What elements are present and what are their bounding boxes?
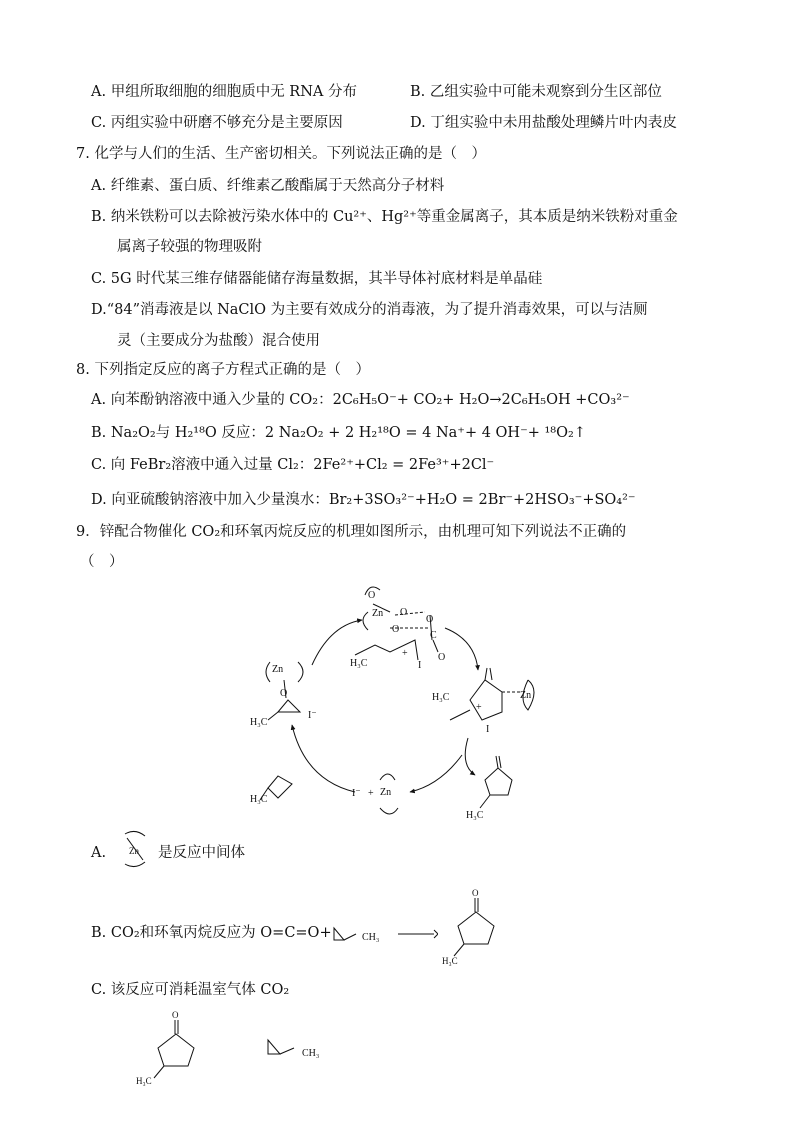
fig-h3c2: H₃C [250, 717, 268, 728]
fig-o3: O [392, 624, 400, 635]
fig-zn1: Zn [372, 608, 384, 619]
reaction-arrow-icon [398, 928, 438, 940]
option-8b: B. Na₂O₂与 H₂¹⁸O 反应：2 Na₂O₂ + 2 H₂¹⁸O = 4 Na⁺+ 4 OH⁻+ ¹⁸O₂↑ [91, 425, 586, 441]
question-9-bracket: （ ） [80, 554, 124, 570]
fig-h3c4: H₃C [250, 794, 268, 805]
cyclic-carbonate-c-icon [130, 1008, 210, 1088]
epoxide-c-icon [262, 1030, 342, 1070]
fig-o5: O [438, 652, 446, 663]
question-7: 7. 化学与人们的生活、生产密切相关。下列说法正确的是（ ） [76, 146, 486, 162]
fig-zn3: Zn [520, 690, 532, 701]
fig-zn2: Zn [272, 664, 284, 675]
fig-ch3-c: CH₃ [302, 1048, 320, 1059]
fig-plus1: + [402, 648, 408, 659]
fig-plus3: + [368, 788, 374, 799]
option-6c: C. 丙组实验中研磨不够充分是主要原因 [91, 115, 343, 131]
fig-zn-a: Zn [129, 846, 139, 856]
fig-h3c3: H₃C [432, 692, 450, 703]
fig-plus2: + [476, 702, 482, 713]
option-8d: D. 向亚硫酸钠溶液中加入少量溴水：Br₂+3SO₃²⁻+H₂O = 2Br⁻+2HSO₃⁻+SO₄²⁻ [91, 492, 636, 508]
option-7d-cont: 灵（主要成分为盐酸）混合使用 [117, 333, 320, 349]
option-7c: C. 5G 时代某三维存储器能储存海量数据，其半导体衬底材料是单晶硅 [91, 271, 543, 287]
fig-ch3-b: CH₃ [362, 932, 380, 943]
option-7a: A. 纤维素、蛋白质、纤维素乙酸酯属于天然高分子材料 [91, 178, 445, 194]
question-8: 8. 下列指定反应的离子方程式正确的是（ ） [76, 362, 370, 378]
option-9b: B. CO₂和环氧丙烷反应为 O=C=O+ [91, 925, 332, 941]
cyclic-carbonate-icon [440, 886, 520, 966]
option-7b: B. 纳米铁粉可以去除被污染水体中的 Cu²⁺、Hg²⁺等重金属离子，其本质是纳米铁粉对重金 [91, 209, 678, 225]
option-7d: D.“84”消毒液是以 NaClO 为主要有效成分的消毒液，为了提升消毒效果，可以与洁厕 [91, 302, 648, 318]
option-9c: C. 该反应可消耗温室气体 CO₂ [91, 982, 290, 998]
fig-o2: O [400, 607, 408, 618]
option-6b: B. 乙组实验中可能未观察到分生区部位 [410, 84, 662, 100]
fig-i2: I [486, 724, 490, 735]
fig-c1: C [430, 630, 437, 641]
mechanism-diagram [240, 580, 570, 825]
fig-iminus1: I⁻ [308, 710, 317, 721]
option-9a-label: A. [91, 845, 107, 861]
fig-iminus2: I⁻ [352, 788, 361, 799]
fig-o-b: O [472, 888, 479, 898]
question-9: 9．锌配合物催化 CO₂和环氧丙烷反应的机理如图所示，由机理可知下列说法不正确的 [76, 524, 627, 540]
option-6a: A. 甲组所取细胞的细胞质中无 RNA 分布 [91, 84, 357, 100]
fig-o6: O [280, 688, 288, 699]
zn-complex-icon [115, 830, 155, 870]
fig-o4: O [426, 614, 434, 625]
fig-h3c1: H₃C [350, 658, 368, 669]
fig-h3c-c: H₃C [136, 1076, 152, 1086]
fig-i1: I [418, 660, 422, 671]
fig-h3c5: H₃C [466, 810, 484, 821]
option-7b-cont: 属离子较强的物理吸附 [117, 239, 262, 255]
option-8c: C. 向 FeBr₂溶液中通入过量 Cl₂：2Fe²⁺+Cl₂ = 2Fe³⁺+2Cl⁻ [91, 457, 495, 473]
fig-o-c: O [172, 1010, 179, 1020]
option-6d: D. 丁组实验中未用盐酸处理鳞片叶内表皮 [410, 115, 677, 131]
epoxide-icon [330, 918, 390, 948]
fig-h3c-b: H₃C [442, 956, 458, 966]
option-8a: A. 向苯酚钠溶液中通入少量的 CO₂：2C₆H₅O⁻+ CO₂+ H₂O→2C₆H₅OH +CO₃²⁻ [91, 392, 630, 408]
option-9a-text: 是反应中间体 [158, 845, 245, 861]
fig-zn4: Zn [380, 787, 392, 798]
fig-o1: O [368, 590, 376, 601]
